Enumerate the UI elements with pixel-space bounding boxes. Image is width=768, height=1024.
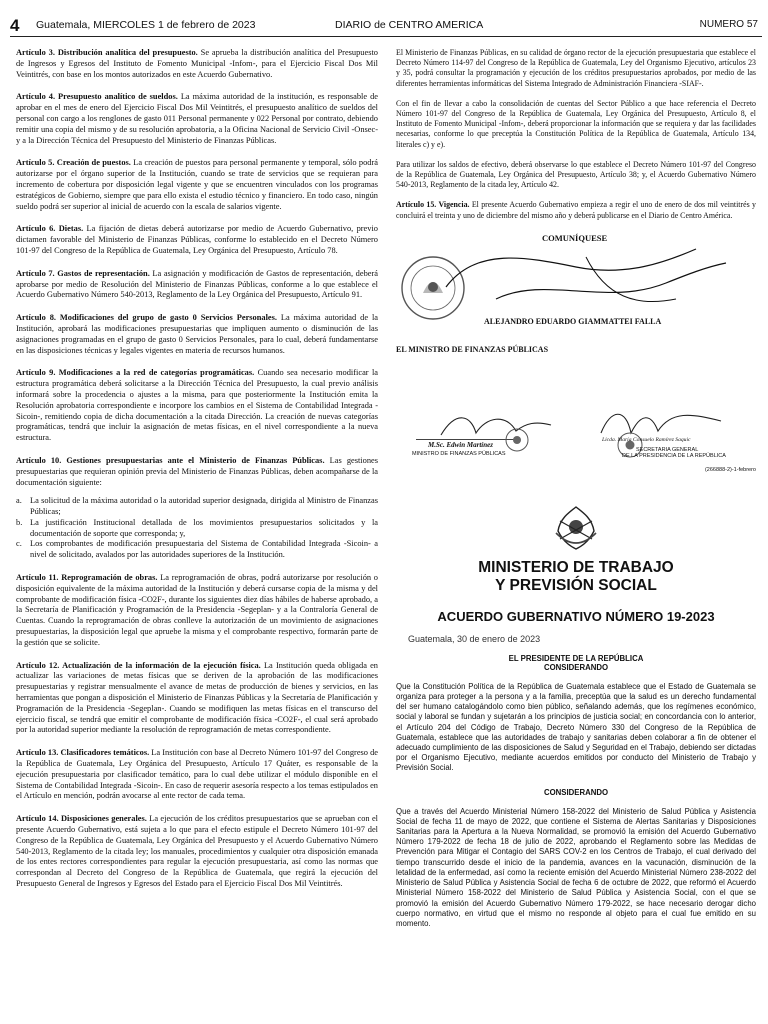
sig1-line [416, 439, 516, 440]
page-number: 4 [10, 16, 20, 35]
article-title: Artículo 9. Modificaciones a la red de categorías programáticas. [16, 368, 255, 378]
page-header [10, 18, 762, 37]
minister-signatures [396, 411, 756, 503]
acuerdo-date: Guatemala, 30 de enero de 2023 [408, 633, 541, 644]
issue-number: NUMERO 57 [699, 19, 758, 30]
sig2-role2: DE LA PRESIDENCIA DE LA REPÚBLICA [622, 452, 726, 459]
list-text: Los comprobantes de modificación presupuestaria del Sistema de Contabilidad Integrada -Sicoin- a nivel de solicitado, avalados por las autoridades superiores de la Institución. [30, 539, 378, 560]
list-letter: b. [16, 517, 23, 527]
president-signature [436, 237, 736, 317]
article-title: Artículo 6. Dietas. [16, 224, 84, 234]
article-title: Artículo 12. Actualización de la información de la ejecución física. [16, 660, 261, 670]
article-paragraph [396, 48, 756, 89]
coat-of-arms-icon [550, 503, 602, 551]
article-paragraph [16, 368, 378, 444]
article-paragraph [16, 92, 378, 146]
article-paragraph [16, 748, 378, 802]
article-text: Las gestiones presupuestarias que requieran opinión previa del Ministerio de Finanzas Públicas, deben acompañarse de la documentación siguiente: [16, 455, 378, 487]
article-text: El presente Acuerdo Gubernativo empieza a regir el uno de enero de dos mil veintitrés y concluirá el treinta y uno de diciembre del mismo año y deberá publicarse en el Diario de Centro América. [396, 200, 756, 220]
considerando-2: CONSIDERANDO [543, 787, 609, 797]
article-title: Artículo 5. Creación de puestos. [16, 158, 131, 168]
article-paragraph [16, 48, 378, 80]
article-text: La Institución queda obligada en actualizar las variaciones de metas físicas que se deriven de la aprobación de las modificaciones presupuestarias y registrar mensualmente el avance de metas de producción de bienes y servicios, en las herramientas que pongan a disposición el Ministerio de Finanzas Públicas y la Secretaría de Planificación y Programación de la Presidencia -Segeplan-. Cuando se modifiquen las metas físicas en el transcurso del ejercicio fiscal, se tendrá que emitir el comprobante de modificación física -CO2F-, el cual será aprobado por la autoridad superior mediante la resolución de reprogramación de metas correspondiente. [16, 660, 378, 735]
article-title: Artículo 4. Presupuesto analítico de sueldos. [16, 92, 178, 102]
list-letter: c. [16, 539, 22, 549]
list-text: La justificación Institucional detallada de los movimientos presupuestarios solicitados y la documentación de soporte que corresponda; y, [30, 517, 378, 538]
header-date: Guatemala, MIERCOLES 1 de febrero de 2023 [36, 19, 256, 31]
article-title: Artículo 7. Gastos de representación. [16, 268, 150, 278]
ministry-line1: MINISTERIO DE TRABAJO [478, 558, 674, 576]
article-text: El Ministerio de Finanzas Públicas, en su calidad de órgano rector de la ejecución presupuestaria que establece el Decreto Número 114-97 del Congreso de la República de Guatemala, Ley del Organismo Ejecutivo, artículos 23 y 35, podrá consultar la programación y ejecución de los créditos presupuestarios aprobados, por medio de las diferentes herramientas informáticas del Sistema Integrado de Administración Financiera -SIAF-. [396, 48, 756, 88]
list-item [16, 518, 378, 540]
article-text: La máxima autoridad de la institución, es responsable de aprobar en el mes de enero del Ejercicio Fiscal Dos Mil Veintitrés, el presupuesto analítico de sueldos del personal con cargo a los renglones de gasto 011 Personal permanente y 022 Personal por contrato, debiendo remitir una copia del mismo y de su resolución aprobatoria, a la Oficina Nacional de Servicio Civil -Onsec- y a la Dirección Técnica del Presupuesto del Ministerio de Finanzas Públicas. [16, 92, 378, 145]
considerando-1-text: Que la Constitución Política de la República de Guatemala establece que el Estado de Guatemala se organiza para proteger a la persona y a la familia, preceptúa que la salud es un derecho fundamental del ser humano catalogándolo como bien público, señalando además, que los regímenes económico, social y laboral se fundan y sujetarán a los principios de justicia social; en concordancia con lo anterior, el Artículo 204 del Código de Trabajo, Decreto Número 330 del Congreso de la República de Guatemala, establece que las autoridades de trabajo y sanitarias deben colaborar a fin de obtener el adecuado cumplimiento de las disposiciones de Salud y Seguridad en el Trabajo, debiendo ser dictadas por el Organismo Ejecutivo, mediante acuerdos emitidos por conducto del Ministerio de Trabajo y Previsión Social. [396, 681, 756, 773]
article-10-list [16, 496, 378, 561]
article-paragraph [396, 99, 756, 150]
president-heading: EL PRESIDENTE DE LA REPÚBLICA [508, 653, 644, 663]
article-title: Artículo 10. Gestiones presupuestarias ante el Ministerio de Finanzas Públicas. [16, 455, 325, 465]
article-text: La asignación y modificación de Gastos de representación, deberá aprobarse por medio de Resolución del Ministerio de Finanzas Públicas, conforme a lo que establece el Acuerdo Gubernativo Número 540-2013, Reglamento de la Ley Orgánica del Presupuesto, Artículo 91. [16, 268, 378, 300]
list-letter: a. [16, 496, 22, 506]
list-item [16, 539, 378, 561]
ministry-seal [504, 427, 530, 453]
list-item [16, 496, 378, 518]
article-text: La creación de puestos para personal permanente y temporal, sólo podrá autorizarse por el órgano superior de la Institución, cuando se trate de servicios que se requieran para incremento de cobertura por disposición legal vigente y que se encuentren vinculados con los programas estratégicos de Gobierno, siempre que para ello exista el estudio técnico y financiero. En todo caso, ningún sueldo podrá ser superior al inicial de acuerdo con la escala de salarios vigente. [16, 158, 378, 211]
list-text: La solicitud de la máxima autoridad o la autoridad superior designada, dirigida al Ministro de Finanzas Públicas; [30, 496, 378, 517]
minister-line: EL MINISTRO DE FINANZAS PÚBLICAS [396, 344, 549, 354]
considerando-2-text: Que a través del Acuerdo Ministerial Número 158-2022 del Ministerio de Salud Pública y Asistencia Social de fecha 11 de mayo de 2022, que contiene el Sistema de Alertas Sanitarias y Disposiciones Sanitarias para la Apertura a la Nueva Normalidad, se promovió la emisión del Acuerdo Gubernativo Número 179-2022 de fecha 18 de julio de 2022, aprobando el Reglamento sobre las Medidas de Prevención para Mitigar el Contagio del SARS COV-2 en los Centros de Trabajo, el cual derivado del tiempo transcurrido desde el inicio de la pandemia, avances en la vacunación, disminución de la letalidad de la enfermedad, así como la reciente emisión del Acuerdo Ministerial Número 238-2022 del Ministerio de Salud Pública y Asistencia Social de fecha 6 de octubre de 2022, que reformó el Acuerdo Ministerial Número 158-2022 del Ministerio de Salud Pública y Asistencia Social, con el que se promovió la emisión del Acuerdo Gubernativo Número 179-2022, se hace necesario derogar dicho cuerpo normativo, en virtud que el mismo no responde al objeto para el cual fue emitido en su momento. [396, 806, 756, 928]
article-text: La reprogramación de obras, podrá autorizarse por resolución o disposición equivalente de la máxima autoridad de la Institución y deberá cursarse copia de la misma y del comprobante de modificación física -CO2F-, durante los siguientes diez días hábiles de haberse aprobado, a la Secretaría de Planificación y Programación de la Presidencia -Segeplan- y a la Contraloría General de Cuentas. Cuando la reprogramación de obras conlleve la autorización de un movimiento de asignaciones presupuestarias, la disposición legal que apruebe la misma y el comprobante respectivo, formarán parte de la gestión que se solicite. [16, 573, 378, 647]
comuniquese: COMUNÍQUESE [542, 232, 608, 243]
article-text: Cuando sea necesario modificar la estructura programática deberá solicitarse a la Dirección Técnica del Presupuesto, la cual previo análisis informará sobre la procedencia o ajustes a la misma, para que posteriormente la Institución emita la Resolución aprobatoria correspondiente e incorpore los cambios en el Sistema de Contabilidad Integrada -Sicoin-, remitiendo copia de dicha documentación a la citada Dirección. La creación de nuevas categorías programáticas, tendrá que incluir la asignación de metas físicas, en el nivel correspondiente a la nueva estructura. [16, 368, 378, 443]
article-paragraph [396, 160, 756, 191]
article-title: Artículo 3. Distribución analítica del presupuesto. [16, 48, 198, 57]
ministry-title [396, 559, 756, 595]
article-paragraph [16, 158, 378, 212]
signature-block [396, 231, 756, 411]
president-name: ALEJANDRO EDUARDO GIAMMATTEI FALLA [484, 316, 662, 326]
sig2-role1: SECRETARIA GENERAL [636, 446, 699, 453]
sig2-name: Licda. María Consuelo Ramírez Saquic [602, 436, 691, 443]
article-text: La Institución con base al Decreto Número 101-97 del Congreso de la República de Guatemala, Ley Orgánica del Presupuesto, Artículo 17 Quáter, es responsable de la ejecución presupuestaria por clasificador temático, para lo cual debe utilizar el módulo disponible en el Sistema de Contabilidad Integrada -Sicoin-. En caso de requerir asesoría respecto a los temas estipulados en el Artículo en mención, podrán avocarse al ente rector de cada tema. [16, 748, 378, 801]
publication-reference: (266888-2)-1-febrero [704, 466, 756, 473]
sig1-role: MINISTRO DE FINANZAS PÚBLICAS [412, 450, 506, 457]
coat-of-arms-wrap [396, 503, 756, 553]
article-text: Para utilizar los saldos de efectivo, deberá observarse lo que establece el Decreto Número 101-97 del Congreso de la República de Guatemala, Ley Orgánica del Presupuesto, Artículo 38; y, el Acuerdo Gubernativo Número 540-2013, Reglamento de la citada ley, Artículo 42. [396, 159, 756, 190]
article-text: La ejecución de los créditos presupuestarios que se aprueban con el presente Acuerdo Gubernativo, está sujeta a lo que para el efecto estipule el Decreto Número 101-97 del Congreso de la República de Guatemala, Ley Orgánica del Presupuesto y el Acuerdo Gubernativo Número 540-2013, Reglamento de la citada ley; los manuales, procedimientos y cualquier otra disposición emanada de los entes rectores correspondientes para regular la ejecución presupuestaria, así como las normas que correspondan al Decreto del Congreso de la República de Guatemala, que regirá la ejecución del Presupuesto General de Ingresos y Egresos del Estado para el Ejercicio Fiscal Dos Mil Veintitrés. [16, 814, 378, 888]
article-title: Artículo 8. Modificaciones del grupo de gasto 0 Servicios Personales. [16, 313, 277, 323]
article-title: Artículo 11. Reprogramación de obras. [16, 573, 158, 583]
article-title: Artículo 14. Disposiciones generales. [16, 814, 147, 824]
article-text: Se aprueba la distribución analítica del Presupuesto de Ingresos y Egresos del Instituto de Fomento Municipal -Infom-, para el Ejercicio Fiscal Dos Mil Veintitrés, con base en los montos autorizados en este Acuerdo Gubernativo. [16, 48, 378, 79]
article-paragraph [396, 200, 756, 220]
article-paragraph [16, 573, 378, 649]
article-title: Artículo 13. Clasificadores temáticos. [16, 748, 150, 758]
article-paragraph [16, 313, 378, 356]
article-paragraph [16, 269, 378, 301]
article-paragraph [16, 661, 378, 737]
ministry-line2: Y PREVISIÓN SOCIAL [495, 576, 657, 594]
article-text: Con el fin de llevar a cabo la consolidación de cuentas del Sector Público a que hace referencia el Decreto Número 101-97 del Congreso de la República de Guatemala, Ley Orgánica del Presupuesto, Artículo 8, el Instituto de Fomento Municipal -Infom-, deberá proporcionar la información que se requiera y dar las facilidades necesarias, conforme lo que preceptúa la Constitución Política de la República de Guatemala, Artículo 134, literales c) y e). [396, 98, 756, 149]
left-column [16, 48, 378, 902]
considerando-1: CONSIDERANDO [543, 662, 609, 672]
sig1-name: M.Sc. Edwin Martínez [428, 440, 493, 449]
right-column [396, 48, 756, 939]
acuerdo-title: ACUERDO GUBERNATIVO NÚMERO 19-2023 [437, 608, 715, 624]
article-paragraph [16, 456, 378, 488]
newspaper-name: DIARIO de CENTRO AMERICA [335, 19, 484, 31]
article-title: Artículo 15. Vigencia. [396, 200, 470, 210]
article-paragraph [16, 224, 378, 256]
article-text: La fijación de dietas deberá autorizarse por medio de Acuerdo Gubernativo, previo dictamen favorable del Ministerio de Finanzas Públicas, conforme lo establecido en el Decreto Número 101-97 del Congreso de la República de Guatemala, Ley Orgánica del Presupuesto, Artículo 78. [16, 224, 378, 255]
article-text: La máxima autoridad de la Institución, aprobará las modificaciones presupuestarias que impliquen aumento o disminución de las asignaciones programadas en el grupo de gasto 0 Servicios Personales, para lo cual, deberá fundamentarse en las disposiciones técnicas y legales vigentes en materia de recursos humanos. [16, 313, 379, 355]
article-paragraph [16, 814, 378, 890]
